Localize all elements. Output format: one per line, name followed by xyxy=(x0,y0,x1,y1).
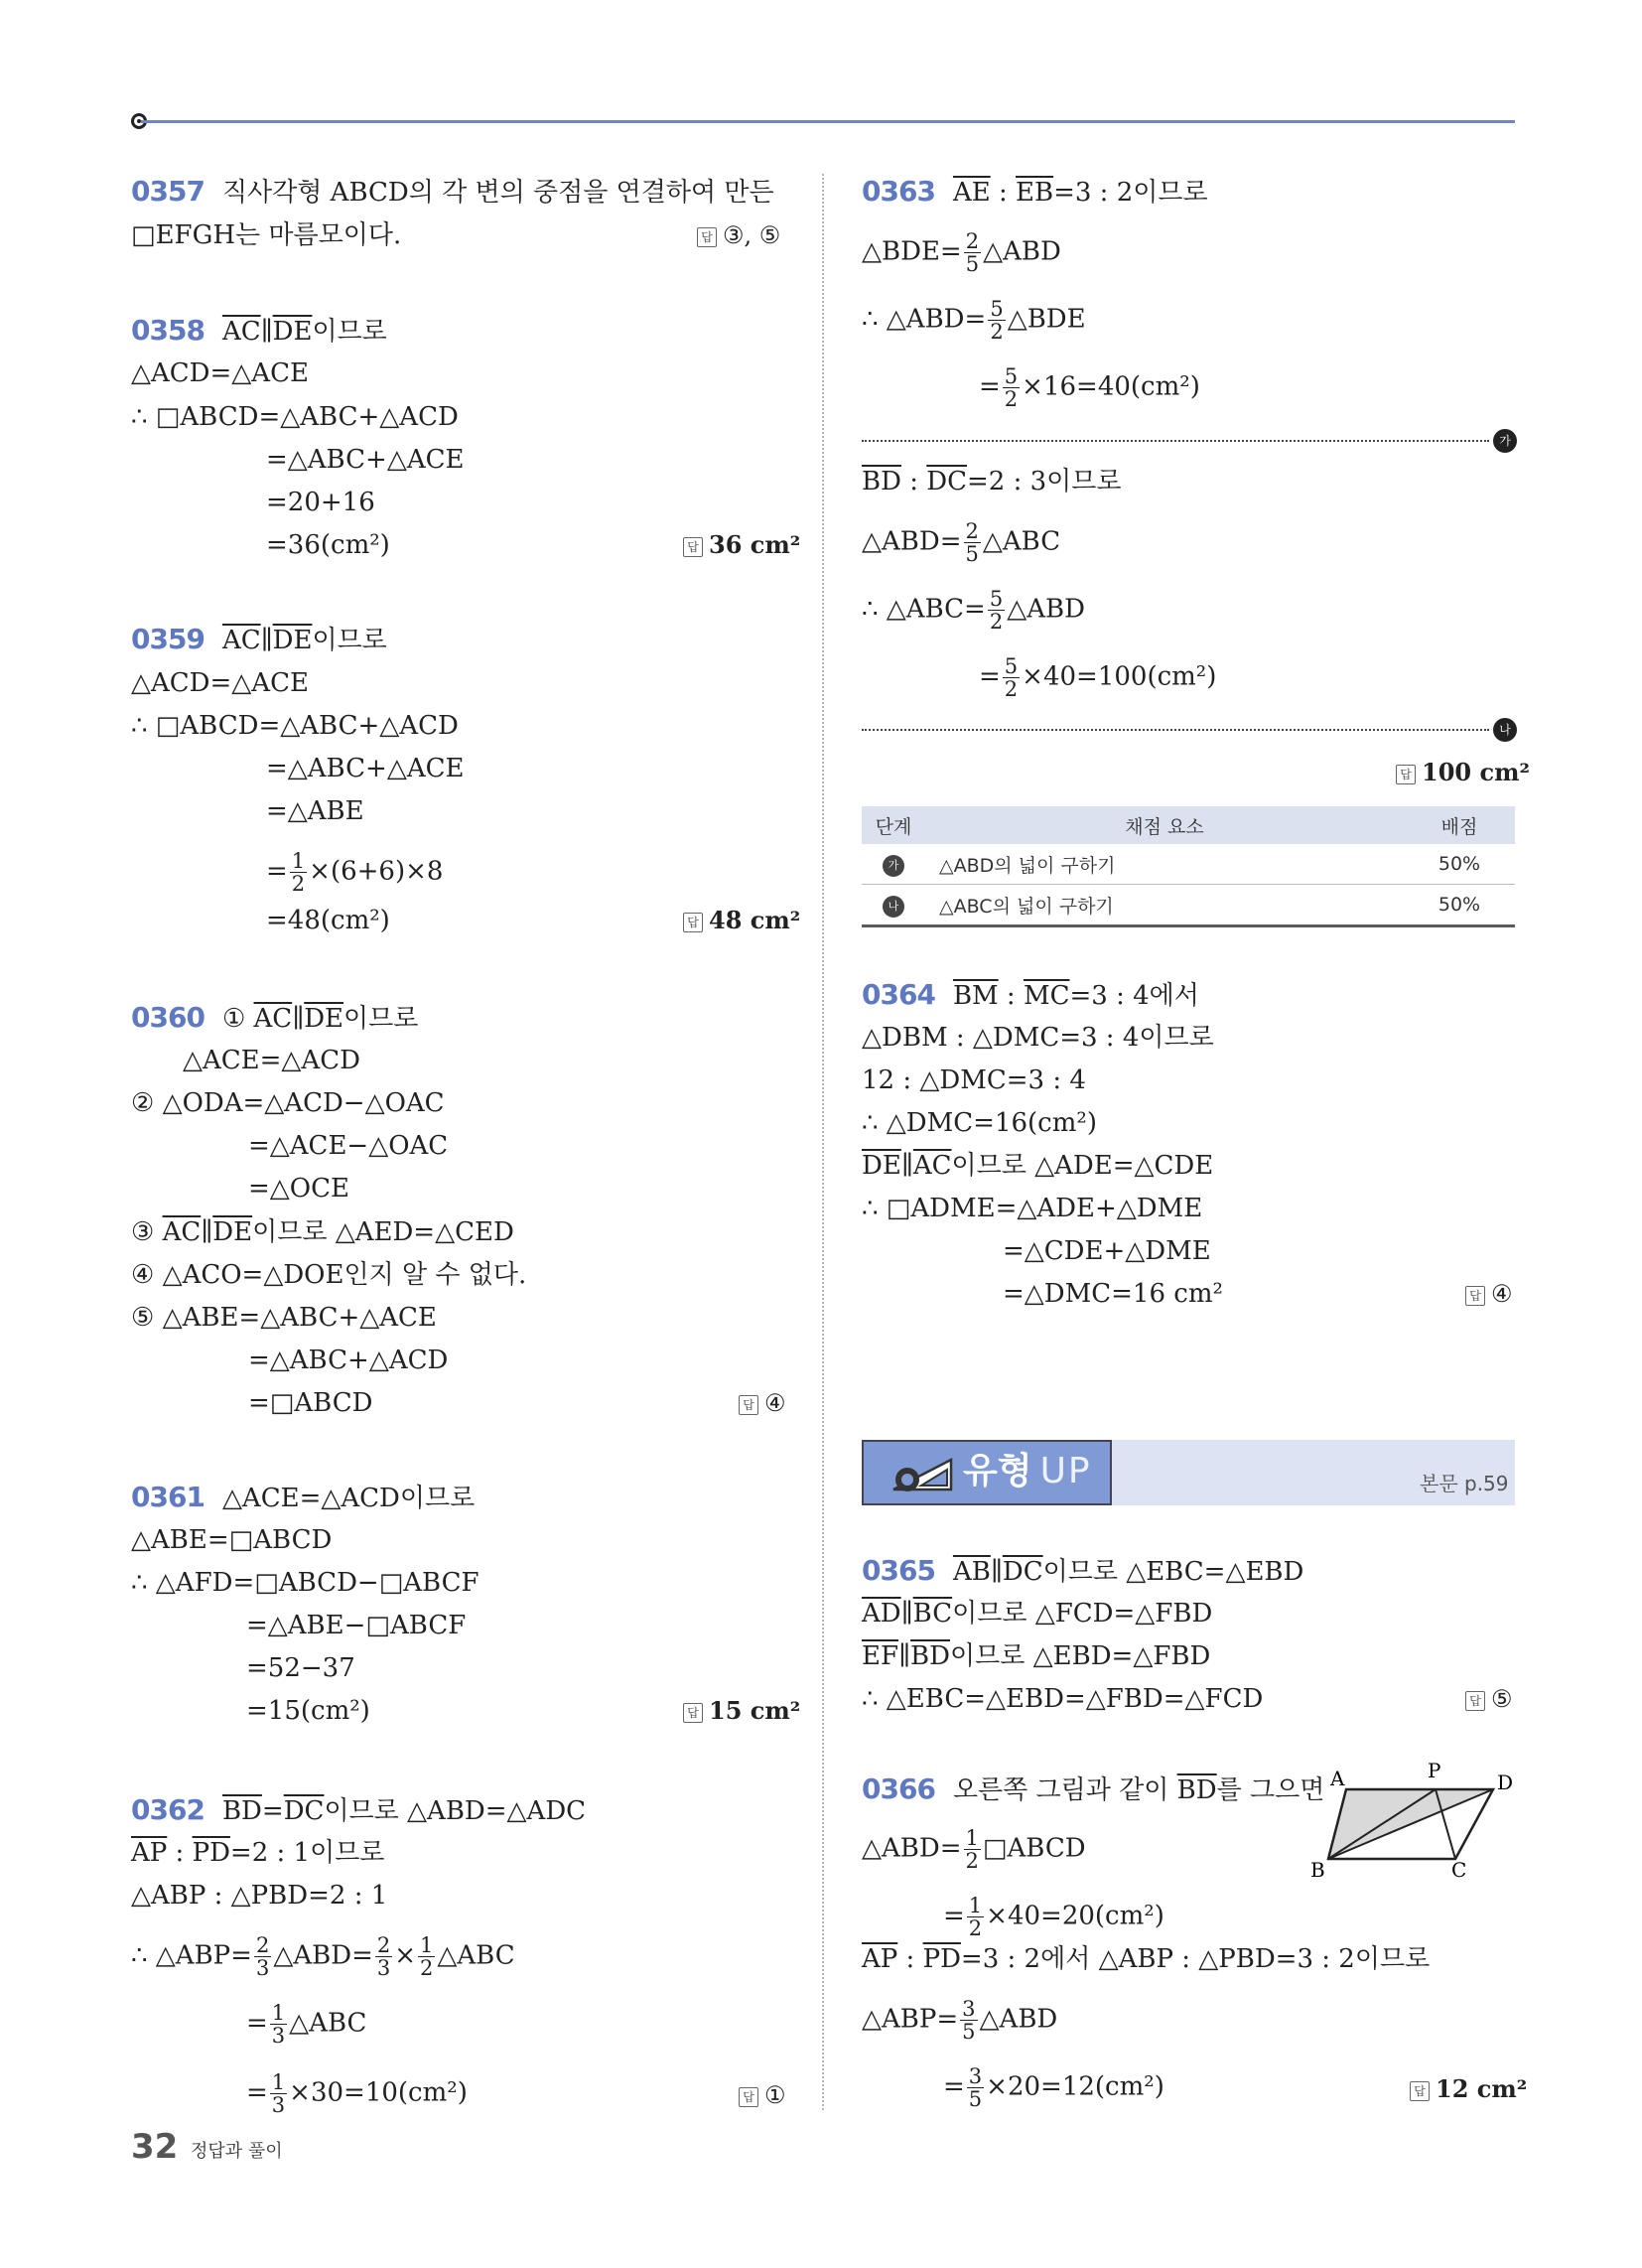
solution-text: 를 그으면 xyxy=(1216,1775,1325,1805)
answer-0362 xyxy=(739,2078,786,2112)
problem-0363-line-6 xyxy=(862,520,1060,565)
answer-value: 15 cm² xyxy=(709,1696,801,1725)
fraction xyxy=(988,588,1005,633)
problem-0361-line-2: △ABE=□ABCD xyxy=(131,1525,333,1555)
fraction xyxy=(270,2071,287,2116)
solution-text: =3 : 4에서 xyxy=(1069,981,1199,1011)
solution-text: △ABD xyxy=(983,236,1061,267)
problem-0359-line-7: =48(cm²) xyxy=(266,906,390,935)
label-b: B xyxy=(1310,1858,1325,1882)
answer-icon: 답 xyxy=(683,537,703,557)
segment: $\overline{DC}$ xyxy=(1002,1557,1043,1587)
answer-0365 xyxy=(1465,1682,1513,1716)
solution-text: = xyxy=(943,2071,965,2102)
problem-0362-line-2: $\overline{AP}$ : $\overline{PD}=2$ : 1이므로 xyxy=(131,1838,385,1868)
problem-0364-line-1: 0364 $\overline{BM}$ : $\overline{MC}=3$ : 4에서 xyxy=(862,978,1199,1011)
problem-0360-line-1: 0360 ① $\overline{AC}\parallel\overline{DE}$이므로 xyxy=(131,1001,419,1034)
denominator: 5 xyxy=(965,542,979,566)
answer-0360 xyxy=(739,1386,786,1420)
answer-value: 12 cm² xyxy=(1436,2074,1528,2103)
solution-text: × xyxy=(394,1940,417,1971)
problem-0364-line-7: =△CDE+△DME xyxy=(1003,1236,1211,1266)
problem-number: 0357 xyxy=(131,175,205,208)
banner-up-text: UP xyxy=(1039,1451,1092,1491)
segment: $\overline{PD}$ xyxy=(922,1944,961,1974)
problem-0361-line-5: =52−37 xyxy=(246,1653,355,1683)
problem-0364-line-5: $\overline{DE}\parallel\overline{AC}$이므로 △ADE=△CDE xyxy=(862,1151,1214,1181)
problem-0365-line-3: $\overline{EF}\parallel\overline{BD}$이므로 △EBD=△FBD xyxy=(862,1641,1211,1671)
solution-text: 이므로 △AED=△CED xyxy=(252,1217,514,1247)
problem-0362-line-3: △ABP : △PBD=2 : 1 xyxy=(131,1881,388,1911)
solution-text: △BDE= xyxy=(862,236,962,267)
step-marker-ga: 가 xyxy=(1493,429,1517,453)
solution-text: 오른쪽 그림과 같이 xyxy=(952,1775,1177,1805)
denominator: 2 xyxy=(420,1956,434,1980)
problem-0362-line-6 xyxy=(246,2071,468,2116)
numerator: 3 xyxy=(962,1997,976,2021)
denominator: 2 xyxy=(968,1916,983,1940)
table-cell: △ABD의 넓이 구하기 xyxy=(925,844,1404,885)
solution-text: 직사각형 ABCD의 각 변의 중점을 연결하여 만든 xyxy=(221,178,774,208)
problem-0360-line-9: =△ABC+△ACD xyxy=(248,1346,449,1375)
solution-text: ×30=10(cm²) xyxy=(289,2077,468,2108)
problem-number: 0362 xyxy=(131,1793,205,1826)
solution-text: △ABC xyxy=(437,1940,515,1971)
numerator: 1 xyxy=(965,1826,979,1850)
problem-0366-line-6 xyxy=(943,2065,1164,2110)
problem-0360-line-5: =△OCE xyxy=(248,1174,349,1204)
segment: $\overline{AC}$ xyxy=(221,626,261,655)
dotted-separator xyxy=(862,440,1489,442)
numerator: 1 xyxy=(420,1933,434,1957)
denominator: 2 xyxy=(1004,387,1019,411)
segment: $\overline{BD}$ xyxy=(221,1796,262,1826)
problem-0357-line-1 xyxy=(131,175,774,210)
solution-text: △ABD= xyxy=(862,1833,962,1864)
answer-0363 xyxy=(1396,756,1530,789)
denominator: 2 xyxy=(965,1849,979,1873)
problem-0359-line-4: =△ABC+△ACE xyxy=(266,754,465,783)
solution-text: =2 : 3이므로 xyxy=(967,467,1122,496)
segment: $\overline{BM}$ xyxy=(952,981,999,1011)
fraction xyxy=(964,520,981,565)
fraction xyxy=(967,2065,984,2110)
answer-value: 100 cm² xyxy=(1422,758,1530,786)
table-header: 배점 xyxy=(1404,806,1515,844)
table-header: 단계 xyxy=(862,806,925,844)
problem-0364-line-8: =△DMC=16 cm² xyxy=(1003,1279,1223,1309)
problem-number: 0358 xyxy=(131,314,205,347)
problem-0366-line-1 xyxy=(862,1772,1324,1807)
problem-0366-line-3 xyxy=(943,1895,1164,1939)
solution-text: = xyxy=(246,2077,268,2108)
answer-0366 xyxy=(1410,2072,1527,2106)
segment: $\overline{DC}$ xyxy=(926,467,967,496)
answer-0361 xyxy=(683,1694,800,1728)
problem-0360-line-10: =□ABCD xyxy=(248,1388,373,1418)
label-a: A xyxy=(1330,1767,1345,1790)
answer-value: 48 cm² xyxy=(709,906,801,934)
answer-0364 xyxy=(1465,1277,1513,1311)
answer-icon: 답 xyxy=(1465,1691,1485,1711)
problem-0364-line-3: 12 : △DMC=3 : 4 xyxy=(862,1065,1086,1095)
numerator: 3 xyxy=(968,2064,983,2088)
segment: $\overline{AC}$ xyxy=(221,317,261,347)
fraction xyxy=(1003,365,1020,410)
fraction xyxy=(270,2002,287,2047)
fraction xyxy=(960,1998,977,2043)
problem-0365-line-1: 0365 $\overline{AB}\parallel\overline{DC}$이므로 △EBC=△EBD xyxy=(862,1554,1304,1587)
denominator: 3 xyxy=(271,2093,286,2117)
ruler-triangle-icon xyxy=(889,1454,955,1493)
dotted-separator xyxy=(862,729,1489,731)
table-header: 채점 요소 xyxy=(925,806,1404,844)
scoring-table xyxy=(862,806,1515,927)
solution-text: ×(6+6)×8 xyxy=(309,856,444,887)
solution-text: ×20=12(cm²) xyxy=(986,2071,1164,2102)
solution-text: ∴ △ABD= xyxy=(862,304,987,335)
segment: $\overline{AB}$ xyxy=(952,1557,991,1587)
problem-0360-line-7: ④ △ACO=△DOE인지 알 수 없다. xyxy=(131,1260,527,1290)
problem-0362-line-1: 0362 $\overline{BD}=\overline{DC}$이므로 △ABD=△ADC xyxy=(131,1793,587,1826)
step-marker-na: 나 xyxy=(1493,718,1517,742)
solution-text: ×40=100(cm²) xyxy=(1022,661,1217,692)
column-divider xyxy=(822,174,824,2110)
label-c: C xyxy=(1451,1858,1467,1882)
solution-text: ∴ △ABC= xyxy=(862,594,986,625)
segment: $\overline{DE}$ xyxy=(862,1151,901,1181)
segment: $\overline{EF}$ xyxy=(862,1641,899,1671)
problem-0358-line-3: ∴ □ABCD=△ABC+△ACD xyxy=(131,402,459,432)
answer-value: 36 cm² xyxy=(709,530,801,559)
choice-number: ③ xyxy=(131,1217,155,1247)
denominator: 5 xyxy=(968,2087,983,2111)
segment: $\overline{AC}$ xyxy=(162,1217,202,1247)
numerator: 5 xyxy=(1004,364,1019,388)
solution-text: △ABD= xyxy=(273,1940,373,1971)
segment: $\overline{DE}$ xyxy=(304,1004,344,1034)
fraction xyxy=(290,850,307,895)
segment: $\overline{AE}$ xyxy=(952,178,991,208)
segment: $\overline{AP}$ xyxy=(862,1944,898,1974)
problem-0359-line-3: ∴ □ABCD=△ABC+△ACD xyxy=(131,711,459,741)
problem-0358-line-6: =36(cm²) xyxy=(266,530,390,560)
problem-number: 0366 xyxy=(862,1772,935,1805)
step-marker-na: 나 xyxy=(883,896,904,918)
answer-value: ④ xyxy=(764,1389,786,1417)
solution-text: 이므로 △ABD=△ADC xyxy=(324,1796,587,1826)
segment: $\overline{DE}$ xyxy=(272,317,313,347)
problem-0360-line-8: ⑤ △ABE=△ABC+△ACE xyxy=(131,1303,437,1333)
solution-text: □ABCD xyxy=(982,1833,1086,1864)
solution-text: △ACE=△ACD이므로 xyxy=(221,1484,476,1513)
problem-0359-line-6 xyxy=(266,850,443,895)
numerator: 1 xyxy=(271,2070,286,2094)
denominator: 5 xyxy=(965,252,980,276)
numerator: 1 xyxy=(271,2001,286,2025)
step-marker-ga: 가 xyxy=(883,855,904,877)
fraction xyxy=(375,1934,392,1979)
problem-0363-line-1: 0363 $\overline{AE}$ : $\overline{EB}=3$ : 2이므로 xyxy=(862,175,1208,208)
answer-0359 xyxy=(683,904,800,937)
denominator: 2 xyxy=(1004,677,1019,701)
problem-0361-line-6: =15(cm²) xyxy=(246,1696,370,1726)
problem-0359-line-5: =△ABE xyxy=(266,796,364,826)
solution-text: = xyxy=(979,661,1001,692)
segment: $\overline{BD}$ xyxy=(1176,1775,1217,1805)
denominator: 2 xyxy=(291,872,306,896)
problem-number: 0363 xyxy=(862,175,935,208)
segment: $\overline{DC}$ xyxy=(283,1796,325,1826)
problem-0362-line-4 xyxy=(131,1934,515,1979)
denominator: 3 xyxy=(376,1956,391,1980)
problem-0362-line-5 xyxy=(246,2002,366,2047)
fraction xyxy=(964,230,981,275)
segment: $\overline{DE}$ xyxy=(272,626,313,655)
solution-text: 이므로 △EBD=△FBD xyxy=(950,1641,1211,1671)
solution-text: △ABP= xyxy=(862,2004,959,2035)
answer-icon: 답 xyxy=(1396,765,1416,784)
table-cell xyxy=(862,844,925,885)
problem-number: 0359 xyxy=(131,623,205,655)
problem-0363-line-2 xyxy=(862,230,1061,275)
table-row xyxy=(862,844,1515,885)
answer-value: ⑤ xyxy=(1491,1685,1513,1713)
problem-0363-line-3 xyxy=(862,298,1086,343)
problem-0361-line-1 xyxy=(131,1481,475,1515)
solution-text: △BDE xyxy=(1007,304,1086,335)
answer-0357 xyxy=(697,218,780,252)
problem-0359-line-1: 0359 $\overline{AC}\parallel\overline{DE}$이므로 xyxy=(131,623,387,655)
fraction xyxy=(964,1827,981,1872)
problem-0365-line-4: ∴ △EBC=△EBD=△FBD=△FCD xyxy=(862,1684,1264,1714)
fraction xyxy=(1003,655,1020,700)
parallelogram-figure xyxy=(1300,1756,1519,1885)
problem-0363-line-7 xyxy=(862,588,1085,633)
problem-0366-line-4: $\overline{AP}$ : $\overline{PD}=3$ : 2에서 △ABP : △PBD=3 : 2이므로 xyxy=(862,1944,1431,1974)
solution-text: △ABD= xyxy=(862,526,962,557)
solution-text: = xyxy=(266,856,288,887)
answer-value: ③, ⑤ xyxy=(723,221,781,249)
fraction xyxy=(988,298,1005,343)
numerator: 5 xyxy=(989,587,1004,611)
solution-text: =3 : 2이므로 xyxy=(1053,178,1208,208)
problem-0360-line-3: ② △ODA=△ACD−△OAC xyxy=(131,1088,445,1118)
problem-0366-line-2 xyxy=(862,1827,1086,1872)
segment: $\overline{PD}$ xyxy=(192,1838,230,1868)
answer-icon: 답 xyxy=(683,913,703,932)
segment: $\overline{EB}$ xyxy=(1016,178,1054,208)
problem-0360-line-2: △ACE=△ACD xyxy=(183,1046,360,1075)
banner-title-text: 유형 xyxy=(963,1451,1032,1491)
numerator: 2 xyxy=(255,1933,270,1957)
page-number: 32 xyxy=(131,2127,179,2167)
problem-number: 0364 xyxy=(862,978,935,1011)
label-p: P xyxy=(1428,1759,1441,1782)
problem-number: 0360 xyxy=(131,1001,205,1034)
segment: $\overline{DE}$ xyxy=(212,1217,253,1247)
table-cell: △ABC의 넓이 구하기 xyxy=(925,885,1404,926)
segment: $\overline{BC}$ xyxy=(912,1599,953,1629)
segment: $\overline{BD}$ xyxy=(862,467,901,496)
segment: $\overline{AC}$ xyxy=(253,1004,293,1034)
problem-0358-line-1: 0358 $\overline{AC}\parallel\overline{DE}$이므로 xyxy=(131,314,387,347)
choice-number: ① xyxy=(221,1004,246,1034)
numerator: 2 xyxy=(965,519,979,543)
solution-text: =3 : 2에서 △ABP : △PBD=3 : 2이므로 xyxy=(960,1944,1431,1974)
solution-text: ×40=20(cm²) xyxy=(986,1901,1164,1931)
answer-icon: 답 xyxy=(1465,1286,1485,1306)
problem-0358-line-4: =△ABC+△ACE xyxy=(266,445,465,475)
denominator: 3 xyxy=(255,1956,270,1980)
solution-text: 이므로 △ADE=△CDE xyxy=(951,1151,1214,1181)
solution-text: 이므로 xyxy=(312,626,387,655)
solution-text: =2 : 1이므로 xyxy=(229,1838,385,1868)
answer-icon: 답 xyxy=(739,1395,758,1415)
solution-text: ×16=40(cm²) xyxy=(1022,371,1200,402)
solution-text: = xyxy=(943,1901,965,1931)
answer-icon: 답 xyxy=(697,227,717,247)
table-header-row xyxy=(862,806,1515,844)
solution-text: 이므로 xyxy=(312,317,387,347)
denominator: 3 xyxy=(271,2024,286,2048)
numerator: 1 xyxy=(291,849,306,873)
segment: $\overline{BD}$ xyxy=(910,1641,950,1671)
problem-0364-line-4: ∴ △DMC=16(cm²) xyxy=(862,1108,1097,1138)
numerator: 1 xyxy=(968,1894,983,1917)
problem-0363-line-5: $\overline{BD}$ : $\overline{DC}=2$ : 3이므로 xyxy=(862,467,1122,496)
answer-value: ④ xyxy=(1491,1280,1513,1308)
answer-icon: 답 xyxy=(739,2087,758,2107)
problem-0359-line-2: △ACD=△ACE xyxy=(131,668,309,698)
numerator: 2 xyxy=(965,229,980,253)
fraction xyxy=(254,1934,271,1979)
problem-0357-line-2: □EFGH는 마름모이다. xyxy=(131,220,402,250)
denominator: 5 xyxy=(962,2020,976,2044)
header-rule xyxy=(141,120,1515,123)
problem-0363-line-8 xyxy=(979,655,1216,700)
banner-page-reference: 본문 p.59 xyxy=(1420,1472,1509,1495)
table-row xyxy=(862,885,1515,926)
section-banner-title xyxy=(963,1446,1092,1497)
problem-0365-line-2: $\overline{AD}\parallel\overline{BC}$이므로 △FCD=△FBD xyxy=(862,1599,1213,1629)
answer-icon: 답 xyxy=(683,1703,703,1723)
problem-number: 0365 xyxy=(862,1554,935,1587)
segment: $\overline{AD}$ xyxy=(862,1599,901,1629)
solution-text: ∴ △ABP= xyxy=(131,1940,252,1971)
solution-text: = xyxy=(246,2008,268,2039)
solution-text: △ABC xyxy=(982,526,1061,557)
denominator: 2 xyxy=(990,320,1004,344)
solution-text: △ABC xyxy=(289,2008,367,2039)
problem-0358-line-5: =20+16 xyxy=(266,488,375,517)
solution-text: 이므로 △EBC=△EBD xyxy=(1042,1557,1304,1587)
segment: $\overline{AC}$ xyxy=(912,1151,952,1181)
solution-text: △ABD xyxy=(979,2004,1058,2035)
numerator: 2 xyxy=(376,1933,391,1957)
problem-0364-line-2: △DBM : △DMC=3 : 4이므로 xyxy=(862,1023,1214,1053)
numerator: 5 xyxy=(990,297,1004,321)
problem-0361-line-4: =△ABE−□ABCF xyxy=(246,1611,467,1640)
segment: $\overline{MC}$ xyxy=(1023,981,1070,1011)
table-cell xyxy=(862,885,925,926)
denominator: 2 xyxy=(989,610,1004,634)
solution-text: = xyxy=(979,371,1001,402)
problem-0363-line-4 xyxy=(979,365,1200,410)
problem-0358-line-2: △ACD=△ACE xyxy=(131,358,309,388)
fraction xyxy=(418,1934,435,1979)
problem-number: 0361 xyxy=(131,1481,205,1513)
page-label: 정답과 풀이 xyxy=(191,2141,283,2162)
problem-0360-line-4: =△ACE−△OAC xyxy=(248,1131,449,1161)
numerator: 5 xyxy=(1004,654,1019,678)
fraction xyxy=(967,1895,984,1939)
label-d: D xyxy=(1497,1771,1514,1794)
answer-icon: 답 xyxy=(1410,2081,1430,2101)
table-cell: 50% xyxy=(1404,885,1515,926)
solution-text: 이므로 xyxy=(343,1004,419,1034)
table-cell: 50% xyxy=(1404,844,1515,885)
segment: $\overline{AP}$ xyxy=(131,1838,168,1868)
answer-value: ① xyxy=(764,2081,786,2109)
answer-0358 xyxy=(683,528,800,562)
problem-0361-line-3: ∴ △AFD=□ABCD−□ABCF xyxy=(131,1568,479,1598)
solution-text: 이므로 △FCD=△FBD xyxy=(952,1599,1213,1629)
problem-0360-line-6: ③ $\overline{AC}\parallel\overline{DE}$이므로 △AED=△CED xyxy=(131,1217,514,1247)
problem-0366-line-5 xyxy=(862,1998,1057,2043)
solution-text: △ABD xyxy=(1007,594,1085,625)
problem-0364-line-6: ∴ □ADME=△ADE+△DME xyxy=(862,1194,1203,1223)
